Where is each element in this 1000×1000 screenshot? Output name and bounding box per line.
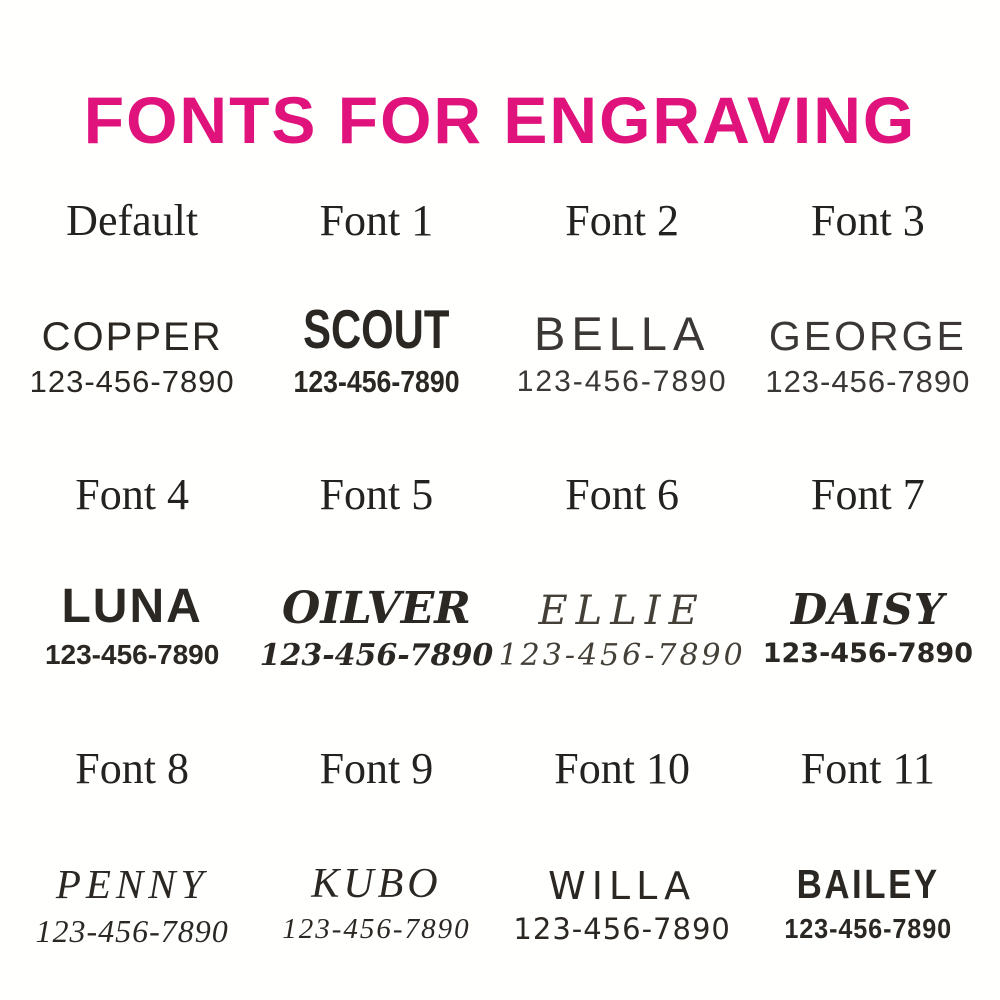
font-sample-number: 123-456-7890 (259, 638, 494, 674)
font-sample-name: COPPER (41, 314, 223, 359)
font-sample-number: 123-456-7890 (35, 912, 229, 949)
font-sample-number: 123-456-7890 (513, 911, 731, 946)
font-cell-default (10, 195, 254, 402)
font-sample-number: 123-456-7890 (293, 363, 460, 399)
font-label: Font 3 (811, 195, 925, 245)
font-cell-4 (10, 470, 254, 675)
font-label: Font 1 (319, 195, 434, 245)
font-label: Font 9 (319, 743, 434, 793)
font-cell-9 (254, 743, 498, 951)
font-cell-2 (499, 195, 746, 402)
font-sample-name: WILLA (548, 863, 697, 908)
font-label: Font 10 (554, 743, 690, 793)
font-cell-3 (746, 195, 990, 402)
font-sample-number: 123-456-7890 (516, 364, 728, 398)
font-label: Font 4 (75, 470, 189, 520)
font-label: Font 8 (75, 743, 189, 793)
font-sample-name: KUBO (311, 860, 442, 907)
font-sample-name: DAISY (790, 585, 945, 635)
font-cell-5 (254, 470, 498, 675)
font-sample-number: 123-456-7890 (765, 363, 971, 399)
font-cell-11 (746, 743, 990, 951)
font-sample-number: 123-456-7890 (762, 638, 973, 670)
font-sample-number: 123-456-7890 (498, 638, 746, 674)
font-sample-number: 123-456-7890 (44, 639, 220, 671)
font-label: Default (66, 195, 199, 245)
font-sample-name: OILVER (281, 583, 471, 635)
font-sample-name: GEORGE (768, 312, 967, 359)
font-label: Font 5 (319, 470, 434, 520)
font-sample-number: 123-456-7890 (282, 912, 471, 945)
font-sample-name: SCOUT (303, 297, 450, 360)
font-sample-name: ELLIE (538, 588, 706, 635)
font-sample-number: 123-456-7890 (29, 363, 235, 399)
font-label: Font 2 (565, 195, 679, 245)
font-sample-name: BAILEY (796, 860, 940, 907)
font-sample-name: LUNA (61, 580, 203, 634)
font-sample-name: PENNY (55, 860, 209, 907)
font-cell-7 (746, 470, 990, 675)
font-sample-number: 123-456-7890 (783, 912, 952, 944)
font-samples-grid (0, 195, 1000, 951)
font-label: Font 7 (811, 470, 925, 520)
font-cell-6 (498, 470, 746, 675)
page-title: FONTS FOR ENGRAVING (83, 83, 917, 157)
font-label: Font 11 (800, 743, 935, 793)
font-label: Font 6 (565, 470, 679, 520)
font-cell-8 (10, 743, 254, 951)
font-cell-1 (254, 195, 498, 402)
font-sample-name: BELLA (533, 306, 711, 360)
font-cell-10 (499, 743, 746, 951)
